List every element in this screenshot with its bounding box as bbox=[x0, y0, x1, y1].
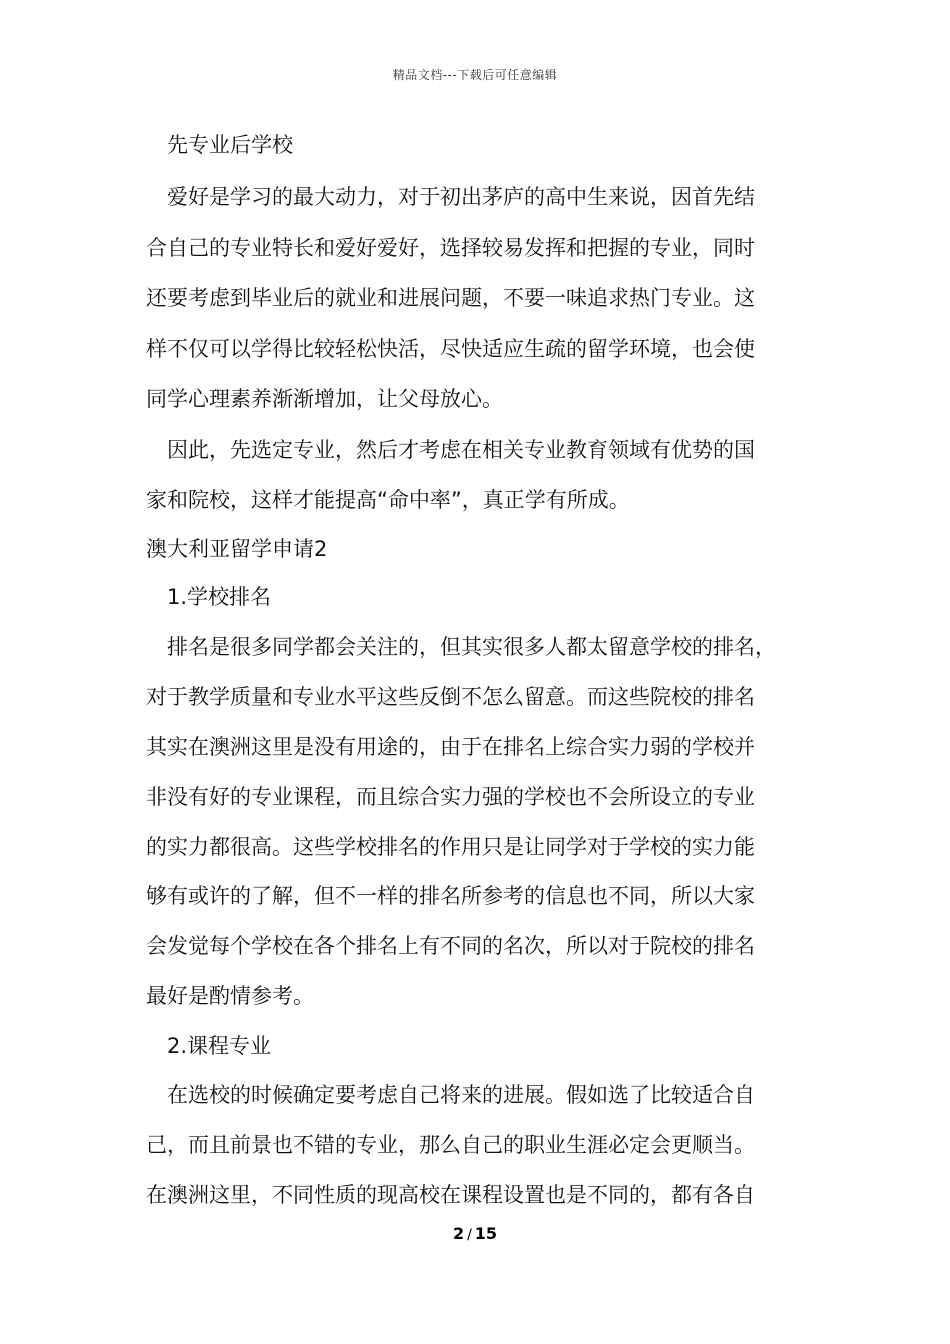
subsection-heading: 2.课程专业 bbox=[167, 1034, 272, 1058]
section-heading: 先专业后学校 bbox=[167, 133, 293, 157]
page-number bbox=[0, 1224, 950, 1243]
total-pages-number: 15 bbox=[474, 1224, 498, 1243]
paragraph-line: 会发觉每个学校在各个排名上有不同的名次，所以对于院校的排名 bbox=[146, 934, 755, 958]
section-title: 澳大利亚留学申请2 bbox=[146, 537, 328, 561]
paragraph-line: 因此，先选定专业，然后才考虑在相关专业教育领域有优势的国 bbox=[167, 438, 755, 462]
paragraph-line: 在选校的时候确定要考虑自己将来的进展。假如选了比较适合自 bbox=[167, 1083, 755, 1107]
paragraph-line: 样不仅可以学得比较轻松快活，尽快适应生疏的留学环境，也会使 bbox=[146, 337, 755, 361]
paragraph-line: 的实力都很高。这些学校排名的作用只是让同学对于学校的实力能 bbox=[146, 835, 755, 859]
paragraph-line: 还要考虑到毕业后的就业和进展问题，不要一味追求热门专业。这 bbox=[146, 286, 755, 310]
page-separator: / bbox=[467, 1227, 472, 1243]
paragraph-line: 对于教学质量和专业水平这些反倒不怎么留意。而这些院校的排名 bbox=[146, 685, 755, 709]
current-page-number: 2 bbox=[452, 1224, 465, 1243]
paragraph-line: 排名是很多同学都会关注的，但其实很多人都太留意学校的排名， bbox=[167, 635, 776, 659]
paragraph-line: 最好是酌情参考。 bbox=[146, 984, 314, 1008]
paragraph-line: 爱好是学习的最大动力，对于初出茅庐的高中生来说，因首先结 bbox=[167, 185, 755, 209]
paragraph-line: 在澳洲这里，不同性质的现高校在课程设置也是不同的，都有各自 bbox=[146, 1183, 755, 1207]
paragraph-line: 够有或许的了解，但不一样的排名所参考的信息也不同，所以大家 bbox=[146, 884, 755, 908]
paragraph-line: 己，而且前景也不错的专业，那么自己的职业生涯必定会更顺当。 bbox=[146, 1133, 755, 1157]
page-header: 精品文档---下载后可任意编辑 bbox=[392, 68, 558, 82]
paragraph-line: 其实在澳洲这里是没有用途的，由于在排名上综合实力弱的学校并 bbox=[146, 735, 755, 759]
paragraph-line: 同学心理素养渐渐增加，让父母放心。 bbox=[146, 387, 503, 411]
paragraph-line: 非没有好的专业课程，而且综合实力强的学校也不会所设立的专业 bbox=[146, 785, 755, 809]
paragraph-line: 家和院校，这样才能提高“命中率”，真正学有所成。 bbox=[146, 488, 630, 512]
subsection-heading: 1.学校排名 bbox=[167, 585, 272, 609]
paragraph-line: 合自己的专业特长和爱好爱好，选择较易发挥和把握的专业，同时 bbox=[146, 236, 755, 260]
